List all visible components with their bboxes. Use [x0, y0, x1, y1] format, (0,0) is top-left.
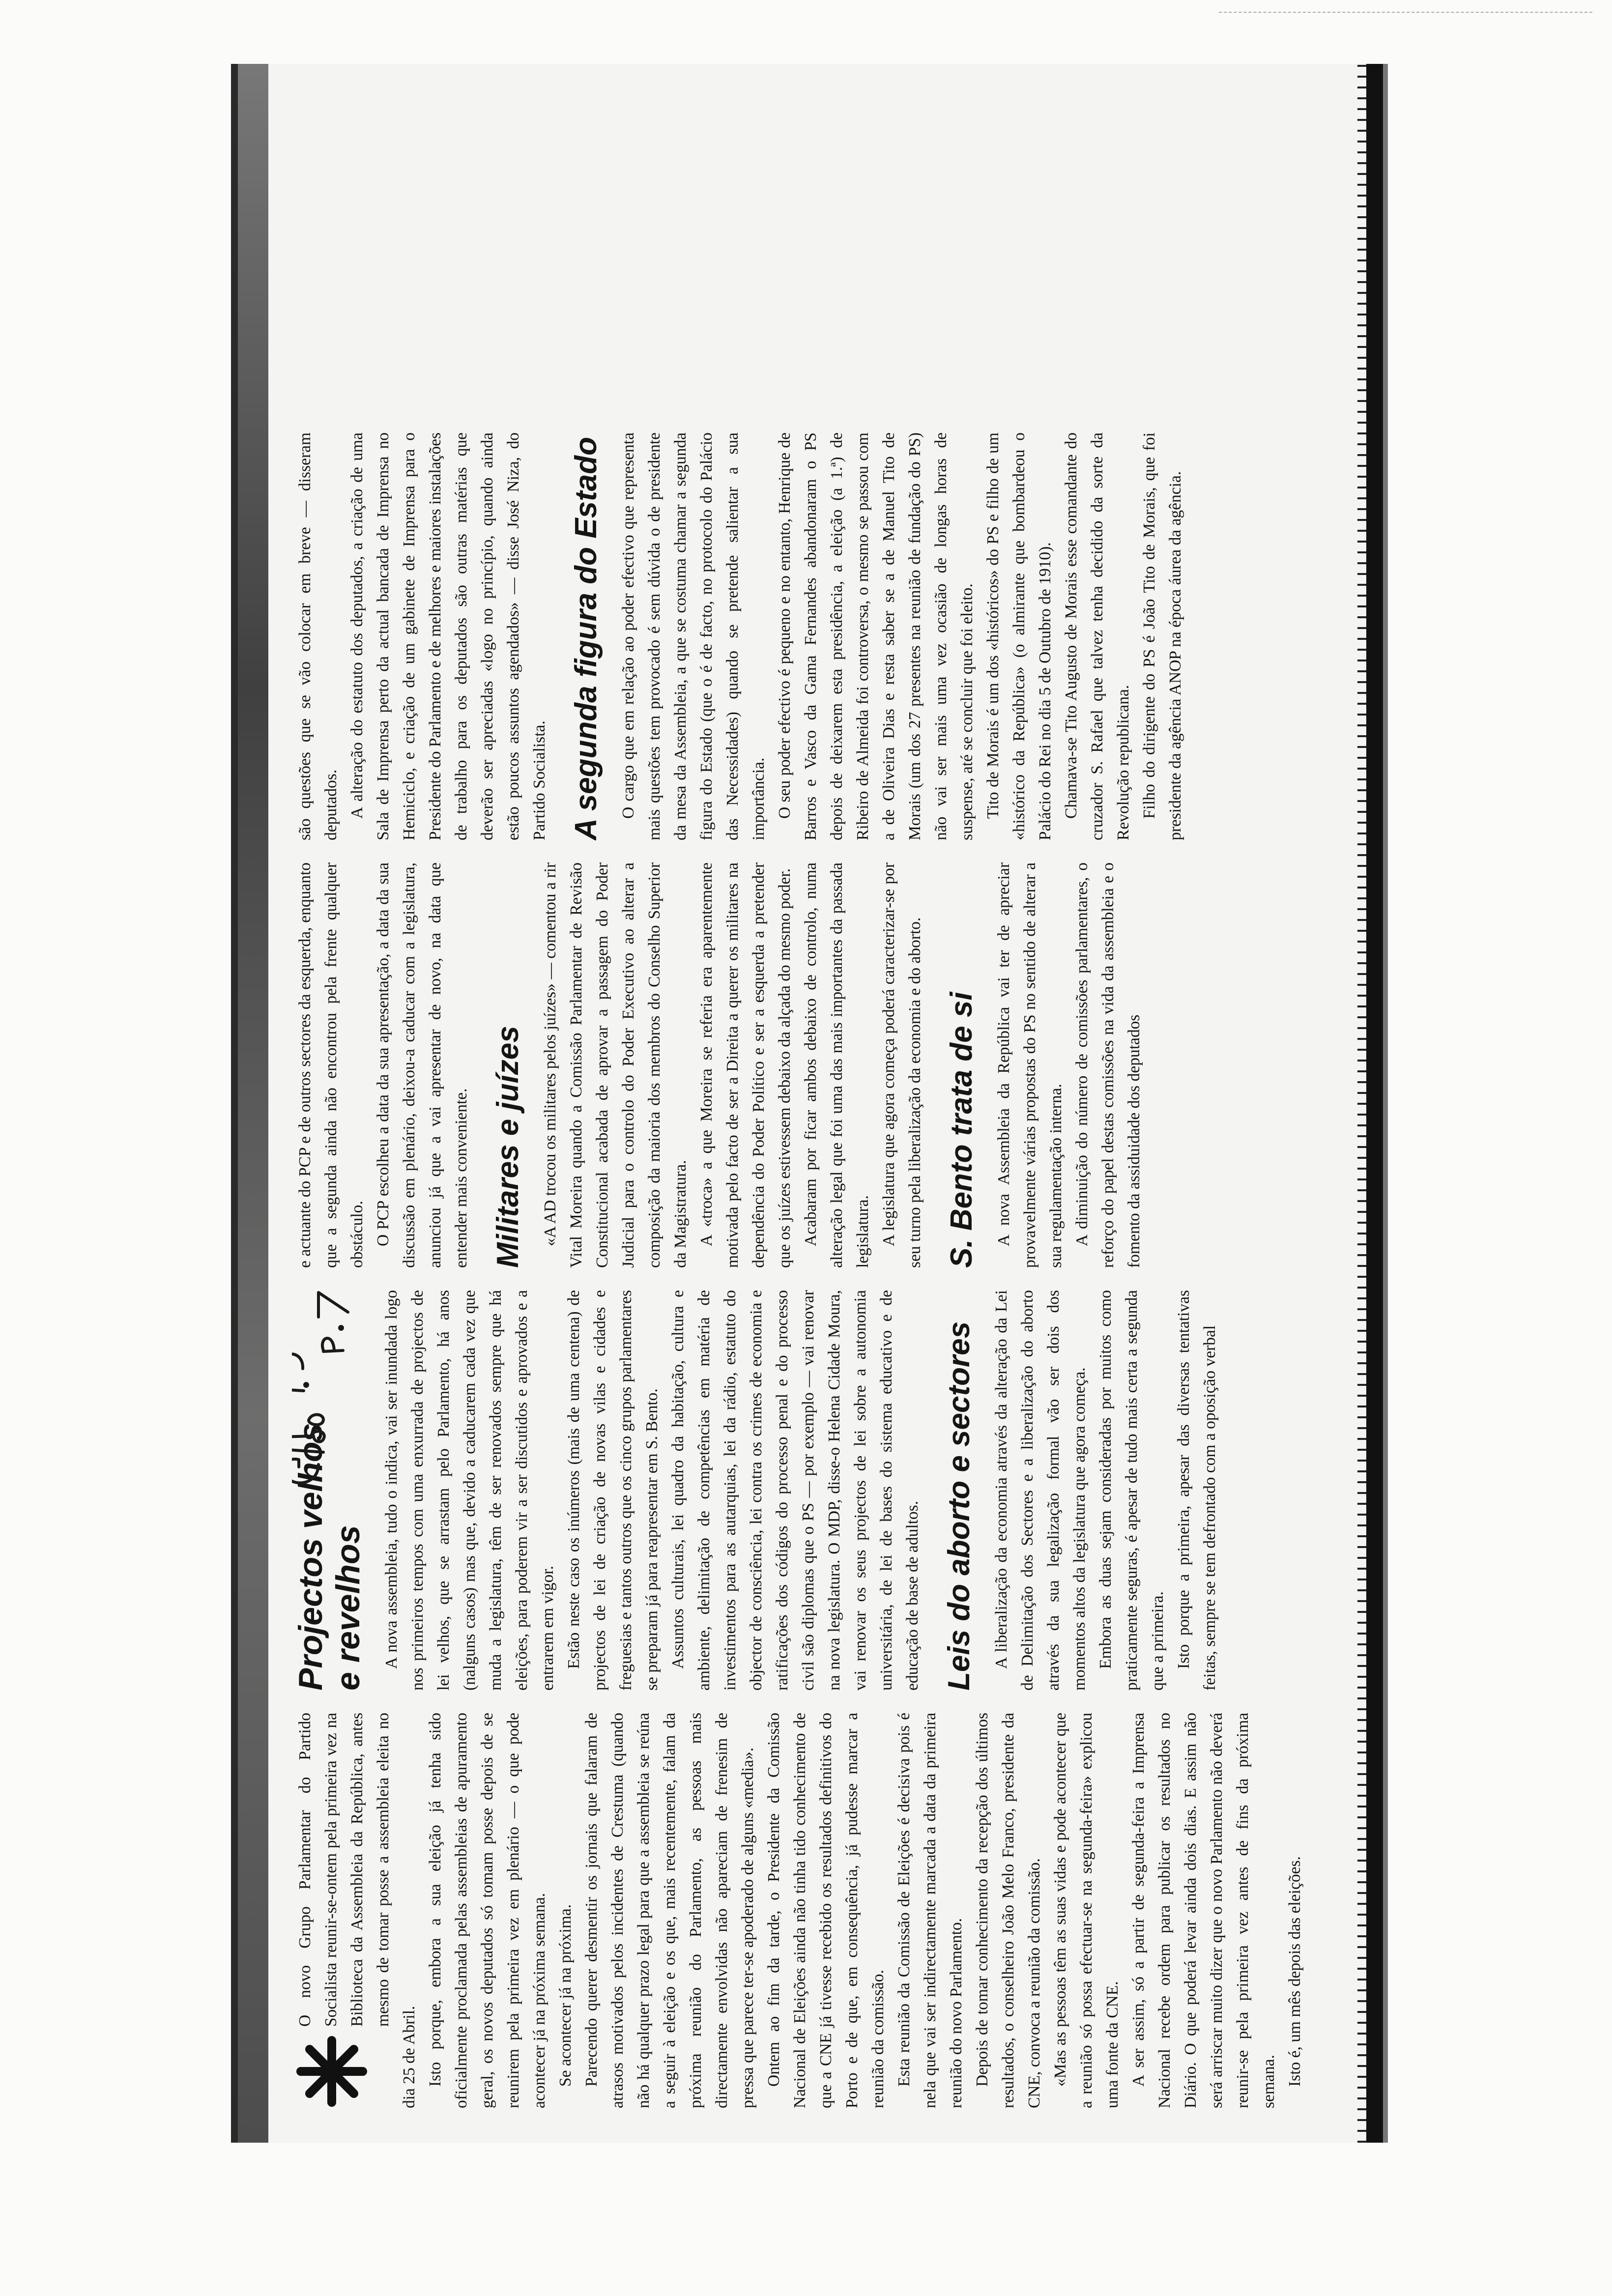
paragraph: Filho do dirigente do PS é João Tito de Morais, que foi presidente da agência ANOP na época áurea da agência. [1140, 432, 1184, 840]
paragraph: A legislatura que agora começa poderá caracterizar-se por seu turno pela liberalização da economia e do aborto. [880, 862, 924, 1268]
paragraph: e actuante do PCP e de outros sectores da esquerda, enquanto que a segunda ainda não encontrou pela frente qualquer obstáculo. [296, 862, 366, 1268]
clipping-bottom-edge [1366, 64, 1383, 2143]
paragraph: são questões que se vão colocar em breve — disseram deputados. [296, 432, 340, 840]
paragraph: Estão neste caso os inúmeros (mais de uma centena) de projectos de lei de criação de novas vilas e cidades e freguesias e tantos outros que os cinco grupos parlamentares se preparam já para reapresentar em S. Bento. [565, 1290, 661, 1691]
paragraph: Tito de Morais é um dos «históricos» do PS e filho de um «histórico da República» (o almirante que bombardeou o Palácio do Rei no dia 5 de Outubro de 1910). [984, 432, 1054, 840]
paragraph: Isto porque a primeira, apesar das diversas tentativas feitas, sempre se tem defrontado com a oposição verbal [1175, 1290, 1219, 1691]
paragraph: «Mas as pessoas têm as suas vidas e pode acontecer que a reunião só possa efectuar-se na segunda-feira» explicou uma fonte da CNE. [1051, 1713, 1122, 2108]
subheading-aborto: Leis do aborto e sectores [942, 1321, 976, 1691]
paragraph: Ontem ao fim da tarde, o Presidente da Comissão Nacional de Eleições ainda não tinha tido conhecimento de que a CNE já tivesse recebido os resultados definitivos do Porto e de que, em consequência, já pudesse marcar a reunião da comissão. [765, 1713, 887, 2108]
newspaper-clipping [238, 64, 1383, 2143]
paragraph: Depois de tomar conhecimento da recepção dos últimos resultados, o conselheiro João Melo Franco, presidente da CNE, convoca a reunião da comissão. [973, 1713, 1043, 2108]
paragraph: O cargo que em relação ao poder efectivo que representa mais questões tem provocado é sem dúvida o de presidente da mesa da Assembleia, a que se costuma chamar a segunda figura do Estado (que o é de facto, no protocolo do Palácio das Necessidades) quando se pretende salientar a sua importância. [619, 432, 768, 840]
paragraph: Assuntos culturais, lei quadro da habitação, cultura e ambiente, delimitação de competências em matéria de investimentos para as autarquias, lei da rádio, estatuto do objector de consciência, lei contra os crimes de economia e ratificações dos códigos do processo penal e do processo civil são diplomas que o PS — por exemplo — vai renovar na nova legislatura. O MDP, disse-o Helena Cidade Moura, vai renovar os seus projectos de lei sobre a autonomia universitária, de lei de bases do sistema educativo e de educação de base de adultos. [669, 1290, 921, 1691]
article-column-2 [292, 1290, 1353, 1691]
paragraph: A liberalização da economia através da alteração da Lei de Delimitação dos Sectores e a liberalização do aborto através da sua legalização formal vão ser dois dos momentos altos da legislatura que agora começa. [992, 1290, 1089, 1691]
ps-fist-logo-icon [295, 2035, 369, 2108]
paragraph: Isto porque, embora a sua eleição já tenha sido oficialmente proclamada pelas assembleias de apuramento geral, os novos deputados só tomam posse depois de se reunirem pela primeira vez em plenário — o que pode acontecer já na próxima semana. [426, 1713, 548, 2108]
paragraph: «A AD trocou os militares pelos juízes» — comentou a rir Vital Moreira quando a Comissão Parlamentar de Revisão Constitucional acabada de aprovar a passagem do Poder Judicial para o controlo do Poder Executivo ao alterar a composição da maioria dos membros do Conselho Superior da Magistratura. [541, 862, 690, 1268]
paragraph: Isto é, um mês depois das eleições. [1286, 1856, 1304, 2087]
headline-line-1: Projectos velhos [292, 1423, 329, 1691]
paragraph: A nova assembleia, tudo o indica, vai ser inundada logo nos primeiros tempos com uma enxurrada de projectos de lei velhos, que se arrastam pelo Parlamento, há anos (nalguns casos) mas que, devido a caducarem cada vez que muda a legislatura, têm de ser renovados sempre que há eleições, para poderem vir a ser discutidos e aprovados e a entrarem em vigor. [382, 1290, 557, 1691]
paragraph: O seu poder efectivo é pequeno e no entanto, Henrique de Barros e Vasco da Gama Fernandes abandonaram o PS depois de deixarem esta presidência, a eleição (a 1.ª) de Ribeiro de Almeida foi controversa, o mesmo se passou com a de Oliveira Dias e resta saber se a de Manuel Tito de Morais (um dos 27 presentes na reunião de fundação do PS) não vai ser mais uma vez ocasião de longas horas de suspense, até se concluir que foi eleito. [776, 432, 976, 840]
article-column-3 [292, 862, 1353, 1268]
subheading-militares: Militares e juízes [491, 1026, 525, 1268]
paragraph: Parecendo querer desmentir os jornais que falaram de atrasos motivados pelos incidentes de Crestuma (quando não há qualquer prazo legal para que a assembleia se reúna a seguir à eleição e os que, mais recentemente, falam da próxima reunião do Parlamento, as pessoas mais directamente envolvidas não apareciam de frenesim de pressa que parece ter-se apoderado de alguns «media». [582, 1713, 757, 2108]
paragraph: O novo Grupo Parlamentar do Partido Socialista reunir-se-ontem pela primeira vez na Biblioteca da Assembleia da República, antes mesmo de tomar posse a assembleia eleita no dia 25 de Abril. [296, 1713, 418, 2108]
scan-edge-rule [1219, 12, 1592, 13]
headline-block [292, 1290, 378, 1691]
paragraph: Acabaram por ficar ambos debaixo de controlo, numa alteração legal que foi uma das mais importantes da passada legislatura. [802, 862, 872, 1268]
headline-line-2: e revelhos [329, 1525, 367, 1691]
paragraph: Embora as duas sejam consideradas por muitos como praticamente seguras, é apesar de tudo mais certa a segunda que a primeira. [1096, 1290, 1167, 1691]
paragraph: A diminuição do número de comissões parlamentares, o reforço do papel destas comissões na vida da assembleia e o fomento da assiduidade dos deputados [1073, 862, 1143, 1268]
paragraph: Se acontecer já na próxima. [556, 1904, 575, 2087]
paragraph: A alteração do estatuto dos deputados, a criação de uma Sala de Imprensa perto da actual bancada de Imprensa no Hemiciclo, e criação de um gabinete de Imprensa para o Presidente do Parlamento e de melhores e maiores instalações de trabalho para os deputados são outras matérias que deverão ser apreciadas «logo no princípio, quando ainda estão poucos assuntos agendados» — disse José Niza, do Partido Socialista. [348, 432, 548, 840]
paragraph: Chamava-se Tito Augusto de Morais esse comandante do cruzador S. Rafael que talvez tenha decidido da sorte da Revolução republicana. [1062, 432, 1132, 840]
clipping-edge-ticks [1357, 64, 1366, 2143]
paragraph: O PCP escolheu a data da sua apresentação, a data da sua discussão em plenário, deixou-a caducar com a legislatura, anunciou já que a vai apresentar de novo, na data que entender mais conveniente. [374, 862, 470, 1268]
paragraph: A ser assim, só a partir de segunda-feira a Imprensa Nacional recebe ordem para publicar os resultados no Diário. O que poderá levar ainda dois dias. E assim não será arriscar muito dizer que o novo Parlamento não deverá reunir-se pela primeira vez antes de fins da próxima semana. [1129, 1713, 1278, 2108]
blank-clipping-area [292, 101, 1353, 410]
newspaper-clipping-frame [231, 64, 1388, 2143]
article-column-4 [292, 432, 1353, 840]
paragraph: A nova Assembleia da República vai ter de apreciar provavelmente várias propostas do PS no sentido de alterar a sua regulamentação interna. [995, 862, 1065, 1268]
subheading-sbento: S. Bento trata de si [945, 992, 979, 1268]
article-column-1 [292, 1713, 1353, 2108]
paragraph: Esta reunião da Comissão de Eleições é decisiva pois é nela que vai ser indirectamente marcada a data da primeira reunião do novo Parlamento. [895, 1713, 965, 2108]
handwritten-date-note [292, 1290, 353, 1494]
subheading-segunda-figura: A segunda figura do Estado [569, 437, 603, 840]
clipping-top-banner [238, 64, 268, 2143]
paragraph: A «troca» a que Moreira se referia era aparentemente motivada pelo facto de ser a Direita a querer os militares na dependência do Poder Político e ser a esquerda a pretender que os juízes estivessem debaixo da alçada do mesmo poder. [697, 862, 794, 1268]
